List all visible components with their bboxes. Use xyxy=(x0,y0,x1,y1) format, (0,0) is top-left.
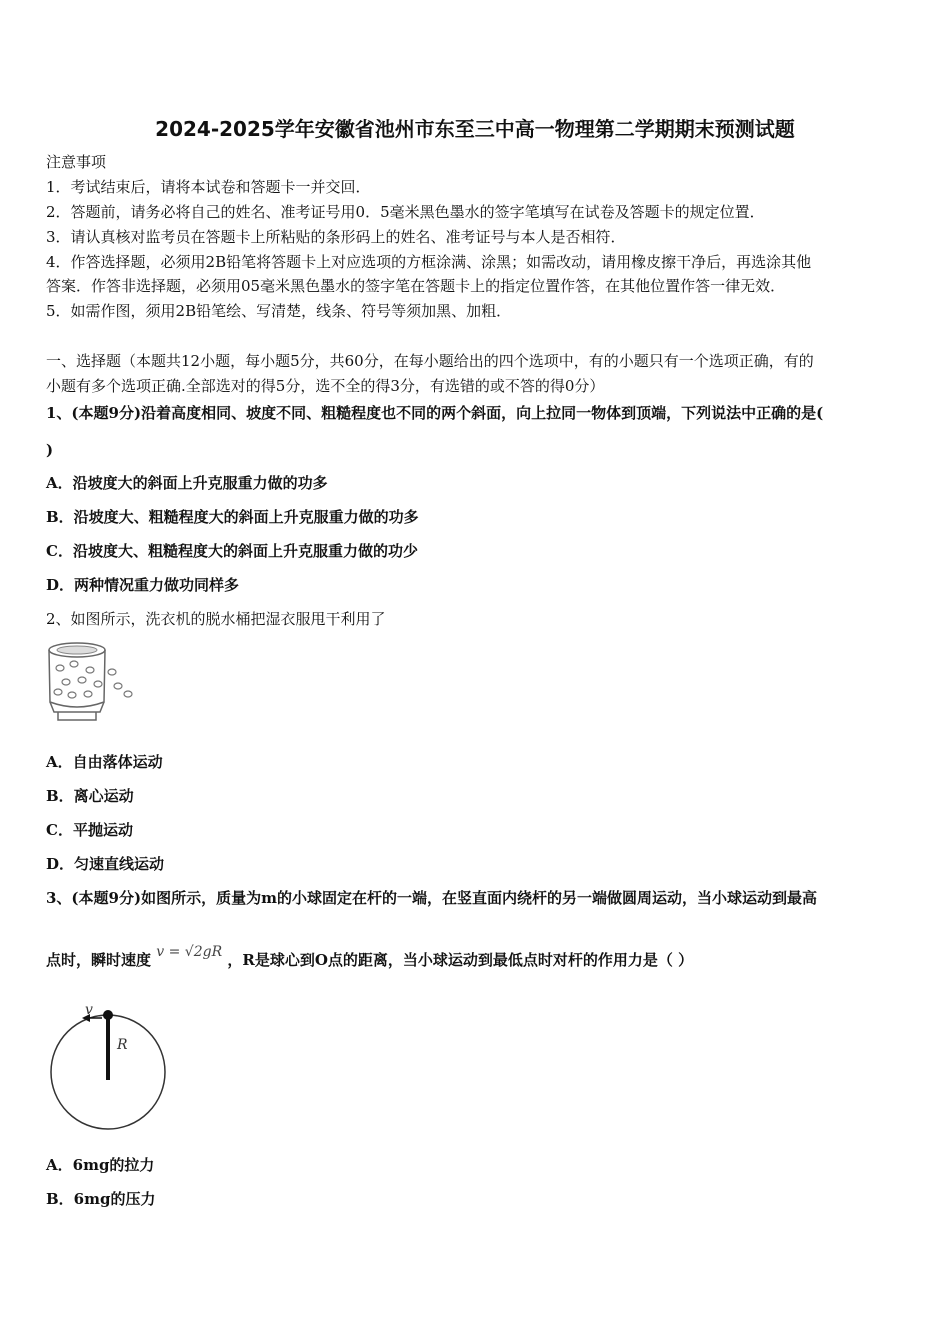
question-2-stem: 2、如图所示，洗衣机的脱水桶把湿衣服甩干利用了 xyxy=(46,610,386,628)
question-1-stem: 1、(本题9分)沿着高度相同、坡度不同、粗糙程度也不同的两个斜面，向上拉同一物体到顶端，下列说法中正确的是( xyxy=(46,404,824,422)
question-3-option-b: B．6mg的压力 xyxy=(46,1190,156,1208)
question-3-stem-part1: 点时，瞬时速度 xyxy=(46,951,152,969)
velocity-formula: v = √2gR xyxy=(156,944,223,960)
question-2-option-a: A．自由落体运动 xyxy=(46,753,163,771)
question-1-option-d: D．两种情况重力做功同样多 xyxy=(46,576,240,594)
question-1-stem: ) xyxy=(46,441,54,459)
notice-item: 2．答题前，请务必将自己的姓名、准考证号用0．5毫米黑色墨水的签字笔填写在试卷及答题卡的规定位置． xyxy=(46,203,765,221)
page-title: 2024-2025学年安徽省池州市东至三中高一物理第二学期期末预测试题 xyxy=(155,117,795,141)
spin-dryer-figure xyxy=(44,640,139,725)
question-3-stem: 3、(本题9分)如图所示，质量为m的小球固定在杆的一端，在竖直面内绕杆的另一端做圆周运动，当小球运动到最高 xyxy=(46,889,817,907)
circular-motion-figure xyxy=(44,1000,179,1135)
question-3-stem-line2 xyxy=(46,944,694,971)
question-2-option-d: D．匀速直线运动 xyxy=(46,855,165,873)
question-3-option-a: A．6mg的拉力 xyxy=(46,1156,155,1174)
section-instructions: 一、选择题（本题共12小题，每小题5分，共60分，在每小题给出的四个选项中，有的小题只有一个选项正确，有的 xyxy=(46,352,814,370)
section-instructions: 小题有多个选项正确.全部选对的得5分，选不全的得3分，有选错的或不答的得0分） xyxy=(46,377,605,395)
notice-item: 答案．作答非选择题，必须用05毫米黑色墨水的签字笔在答题卡上的指定位置作答，在其他位置作答一律无效． xyxy=(46,277,786,295)
notice-item: 3．请认真核对监考员在答题卡上所粘贴的条形码上的姓名、准考证号与本人是否相符． xyxy=(46,228,626,246)
question-1-option-c: C．沿坡度大、粗糙程度大的斜面上升克服重力做的功少 xyxy=(46,542,418,560)
question-1-option-a: A．沿坡度大的斜面上升克服重力做的功多 xyxy=(46,474,328,492)
radius-label: R xyxy=(117,1037,128,1053)
question-2-option-b: B．离心运动 xyxy=(46,787,134,805)
question-3-stem-part2: ，R是球心到O点的距离，当小球运动到最低点时对杆的作用力是（ ） xyxy=(227,951,694,969)
notice-item: 1．考试结束后，请将本试卷和答题卡一并交回． xyxy=(46,178,371,196)
velocity-label: v xyxy=(85,1002,93,1018)
notice-item: 5．如需作图，须用2B铅笔绘、写清楚，线条、符号等须加黑、加粗． xyxy=(46,302,512,320)
notice-item: 4．作答选择题，必须用2B铅笔将答题卡上对应选项的方框涂满、涂黑；如需改动，请用橡皮擦干净后，再选涂其他 xyxy=(46,253,812,271)
question-1-option-b: B．沿坡度大、粗糙程度大的斜面上升克服重力做的功多 xyxy=(46,508,419,526)
question-2-option-c: C．平抛运动 xyxy=(46,821,133,839)
notice-heading: 注意事项 xyxy=(46,153,107,171)
